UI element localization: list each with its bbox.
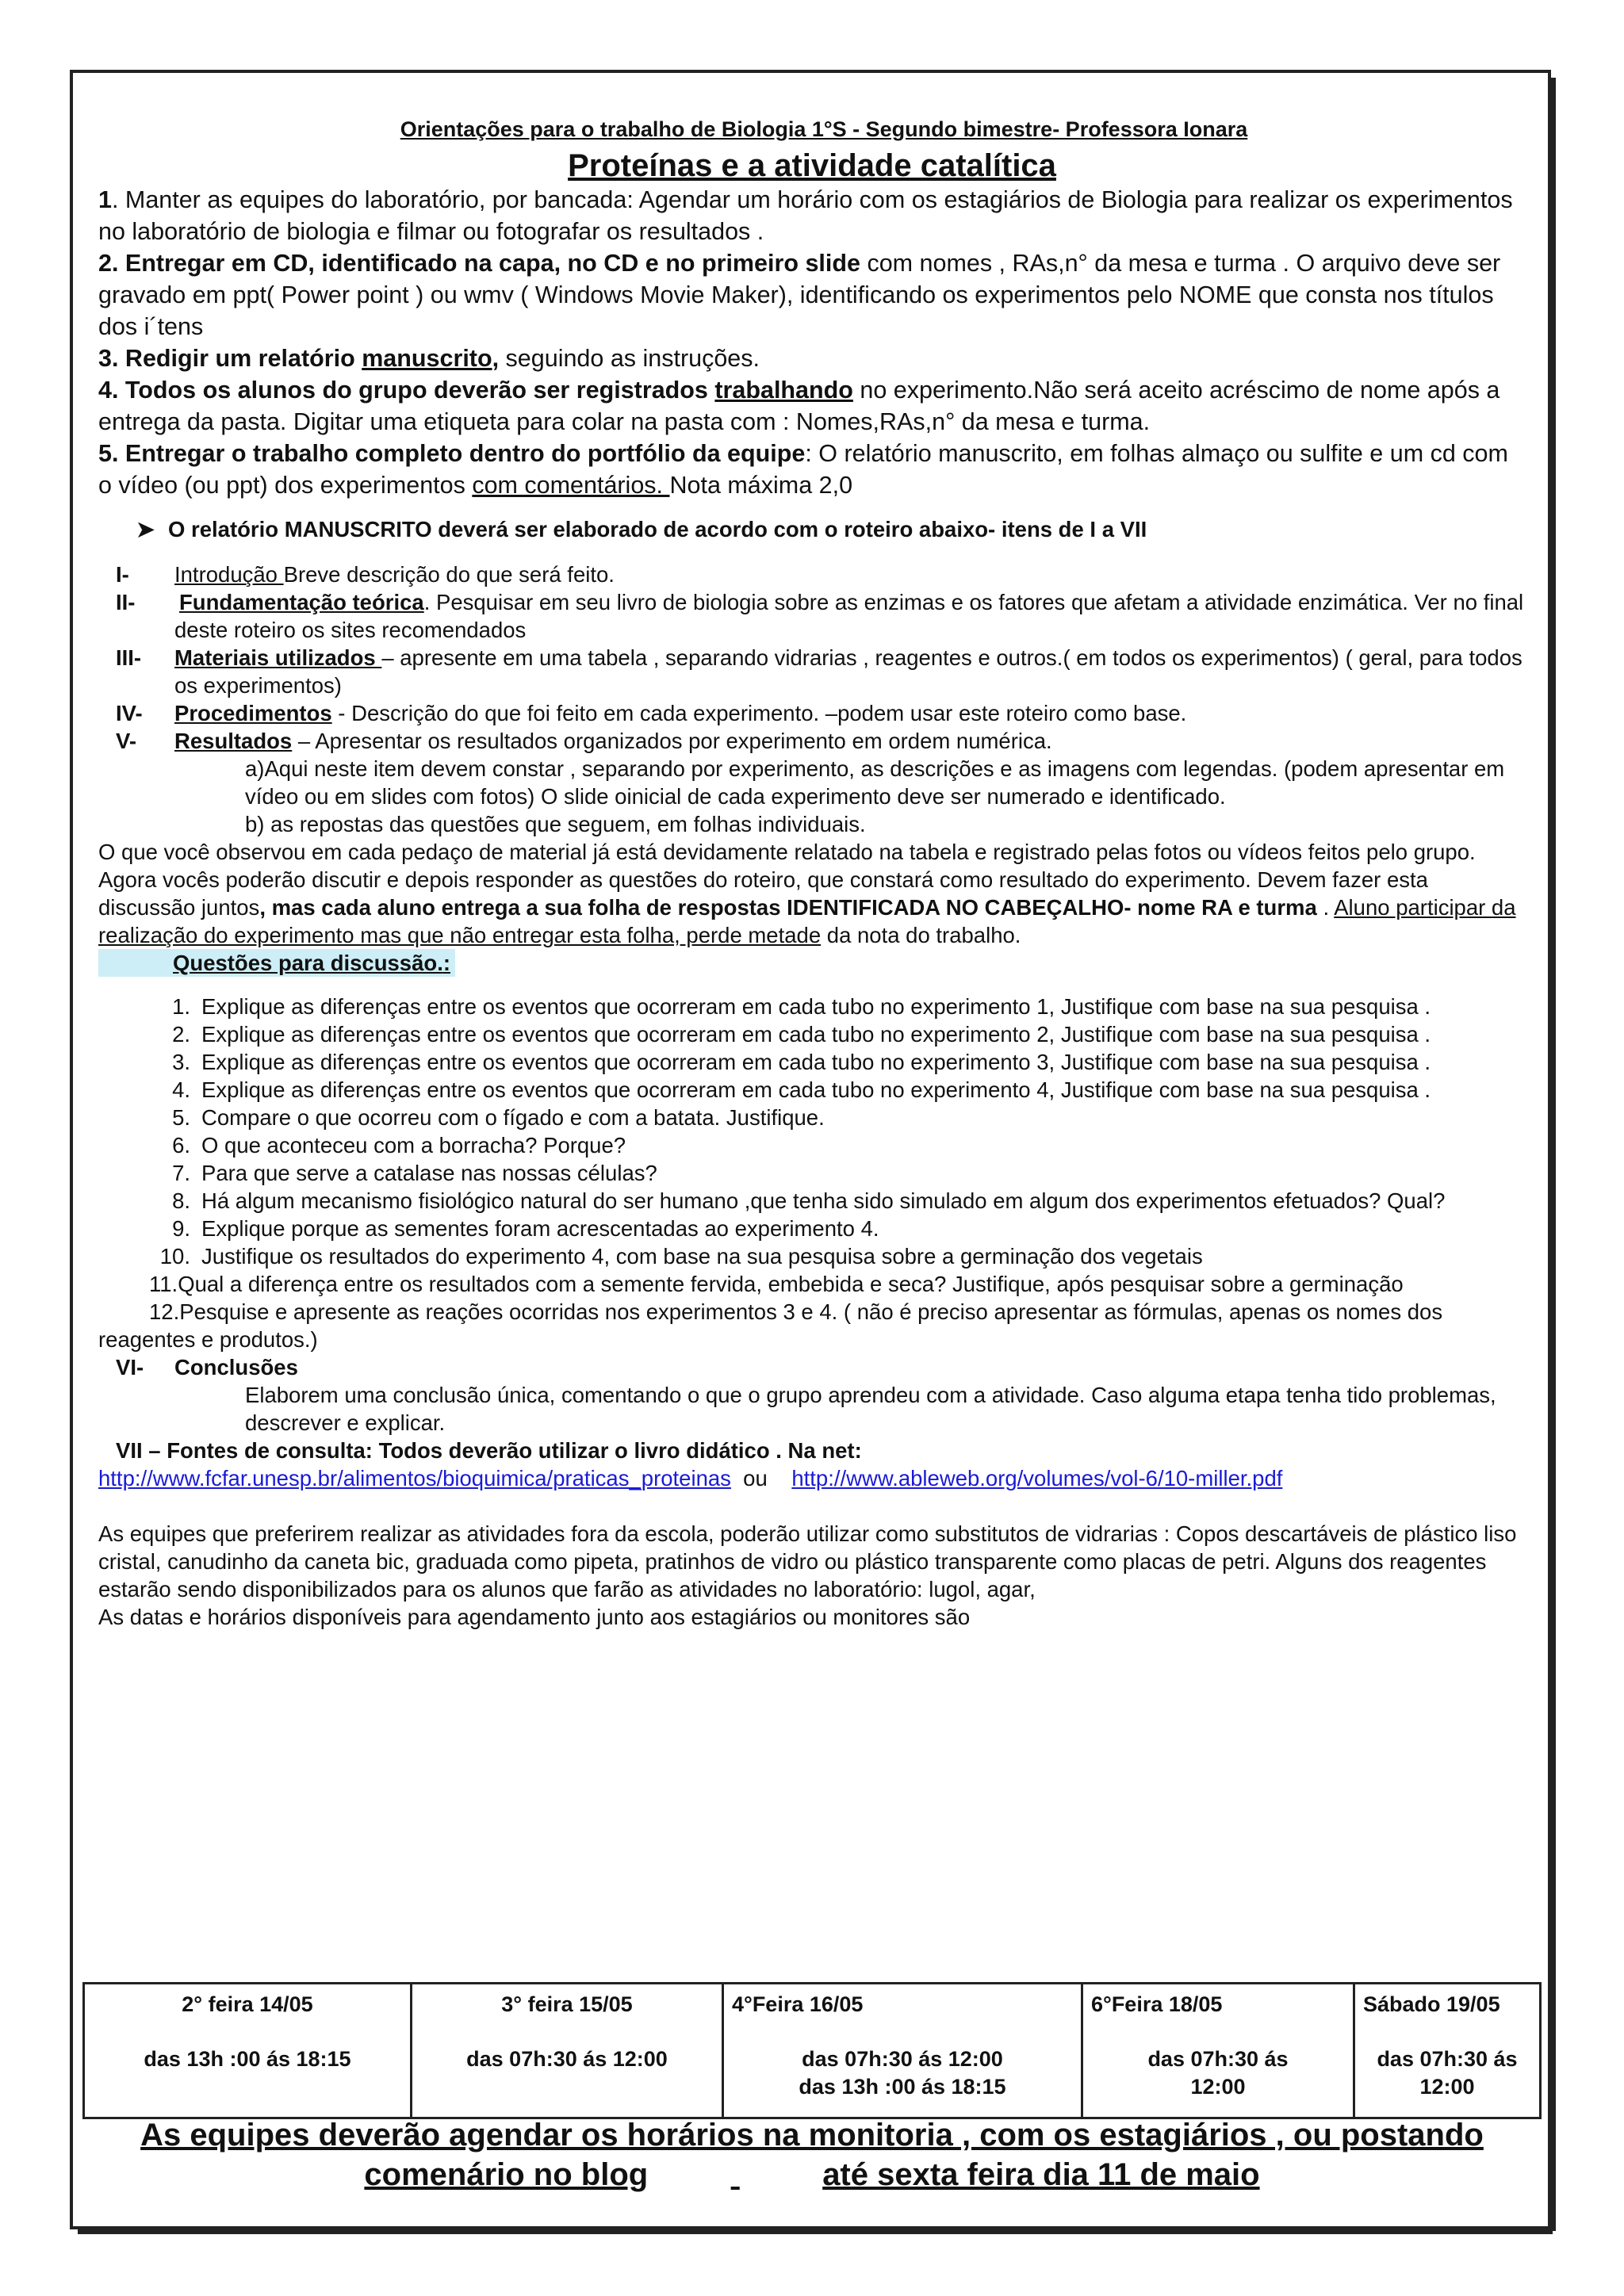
footer-notice: As equipes deverão agendar os horários na monitoria , com os estagiários , ou postando comenário no blog até sexta feira dia 11 de maio xyxy=(140,2118,1484,2192)
questions-heading: Questões para discussão.: xyxy=(98,949,1526,977)
question-item: 1. Explique as diferenças entre os eventos que ocorreram em cada tubo no experimento 1, Justifique com base na sua pesquisa . xyxy=(172,994,1431,1019)
section-materiais: III- Materiais utilizados – apresente em uma tabela , separando vidrarias , reagentes e outros.( em todos os experimentos) ( geral, para todos os experimentos) xyxy=(116,645,1522,698)
instruction-2: 2. Entregar em CD, identificado na capa, no CD e no primeiro slide com nomes , RAs,n° da mesa e turma . O arquivo deve ser gravado em ppt( Power point ) ou wmv ( Windows Movie Maker), identificando os experimentos pelo NOME que consta nos títulos dos i´tens xyxy=(98,250,1501,340)
section-fontes: VII – Fontes de consulta: Todos deverão utilizar o livro didático . Na net: xyxy=(116,1438,862,1463)
schedule-intro: As datas e horários disponíveis para agendamento junto aos estagiários ou monitores são xyxy=(98,1605,971,1629)
question-item: 2. Explique as diferenças entre os eventos que ocorreram em cada tubo no experimento 2, Justifique com base na sua pesquisa . xyxy=(172,1022,1431,1047)
discussion-paragraph: O que você observou em cada pedaço de material já está devidamente relatado na tabela e registrado pelas fotos ou vídeos feitos pelo grupo. Agora vocês poderão discutir e depois responder as questões do roteiro, que constará como resultado do experimento. Devem fazer esta discussão juntos, mas cada aluno entrega a sua folha de respostas IDENTIFICADA NO CABEÇALHO- nome RA e turma . Aluno participar da realização do experimento mas que não entregar esta folha, perde metade da nota do trabalho. xyxy=(98,840,1516,947)
link-fcfar[interactable]: http://www.fcfar.unesp.br/alimentos/bioquimica/praticas_proteinas xyxy=(98,1466,731,1490)
question-item: 6. O que aconteceu com a borracha? Porque? xyxy=(172,1133,626,1158)
links-line: http://www.fcfar.unesp.br/alimentos/bioquimica/praticas_proteinas ou http://www.ableweb.org/volumes/vol-6/10-miller.pdf xyxy=(98,1466,1283,1490)
alternatives-paragraph: As equipes que preferirem realizar as atividades fora da escola, poderão utilizar como substitutos de vidrarias : Copos descartáveis de plástico liso cristal, canudinho da caneta bic, graduada como pipeta, pratinhos de vidro ou plástico transparente como placas de petri. Alguns dos reagentes estarão sendo disponibilizados para os alunos que farão as atividades no laboratório: lugol, agar, xyxy=(98,1521,1517,1601)
document-title: Proteínas e a atividade catalítica xyxy=(568,148,1056,183)
schedule-cell: 4°Feira 16/05 das 07h:30 ás 12:00 das 13h :00 ás 18:15 xyxy=(723,1984,1082,2118)
question-item: 7. Para que serve a catalase nas nossas células? xyxy=(172,1161,657,1185)
document-body xyxy=(98,117,1526,1631)
arrow-bullet-icon: ➤ xyxy=(136,517,155,541)
conclusoes-text: Elaborem uma conclusão única, comentando o que o grupo aprendeu com a atividade. Caso alguma etapa tenha tido problemas, descrever e explicar. xyxy=(245,1383,1496,1435)
question-item-12: 12.Pesquise e apresente as reações ocorridas nos experimentos 3 e 4. ( não é preciso apresentar as fórmulas, apenas os nomes dos reagentes e produtos.) xyxy=(98,1299,1443,1352)
schedule-cell: 3° feira 15/05 das 07h:30 ás 12:00 xyxy=(412,1984,723,2118)
section-procedimentos: IV- Procedimentos - Descrição do que foi feito em cada experimento. –podem usar este roteiro como base. xyxy=(116,701,1187,725)
link-ableweb[interactable]: http://www.ableweb.org/volumes/vol-6/10-miller.pdf xyxy=(791,1466,1283,1490)
resultados-a: a)Aqui neste item devem constar , separando por experimento, as descrições e as imagens com legendas. (podem apresentar em vídeo ou em slides com fotos) O slide oinicial de cada experimento deve ser numerado e identificado. xyxy=(245,756,1505,809)
resultados-b: b) as repostas das questões que seguem, em folhas individuais. xyxy=(245,812,866,836)
question-item: 4. Explique as diferenças entre os eventos que ocorreram em cada tubo no experimento 4, Justifique com base na sua pesquisa . xyxy=(172,1077,1431,1102)
schedule-cell: Sábado 19/05 das 07h:30 ás 12:00 xyxy=(1354,1984,1541,2118)
question-item: 5. Compare o que ocorreu com o fígado e com a batata. Justifique. xyxy=(172,1105,825,1130)
instruction-3: 3. Redigir um relatório manuscrito, seguindo as instruções. xyxy=(98,345,760,372)
question-item: 9. Explique porque as sementes foram acrescentadas ao experimento 4. xyxy=(172,1216,879,1241)
questions-list xyxy=(98,993,1526,1353)
section-introducao: I- Introdução Breve descrição do que será feito. xyxy=(116,562,615,587)
instruction-4: 4. Todos os alunos do grupo deverão ser registrados trabalhando no experimento.Não será aceito acréscimo de nome após a entrega da pasta. Digitar uma etiqueta para colar na pasta com : Nomes,RAs,n° da mesa e turma. xyxy=(98,377,1500,435)
schedule-cell: 6°Feira 18/05 das 07h:30 ás 12:00 xyxy=(1082,1984,1354,2118)
schedule-table xyxy=(82,1982,1542,2119)
schedule-cell: 2° feira 14/05 das 13h :00 ás 18:15 xyxy=(84,1984,412,2118)
section-resultados: V- Resultados – Apresentar os resultados organizados por experimento em ordem numérica. xyxy=(116,729,1052,753)
document-header: Orientações para o trabalho de Biologia 1°S - Segundo bimestre- Professora Ionara xyxy=(400,117,1248,141)
manuscrito-bullet: ➤ O relatório MANUSCRITO deverá ser elaborado de acordo com o roteiro abaixo- itens de I a VII xyxy=(136,517,1147,541)
question-item-11: 11.Qual a diferença entre os resultados com a semente fervida, embebida e seca? Justifique, após pesquisar sobre a germinação xyxy=(149,1272,1404,1296)
instruction-5: 5. Entregar o trabalho completo dentro do portfólio da equipe: O relatório manuscrito, em folhas almaço ou sulfite e um cd com o vídeo (ou ppt) dos experimentos com comentários. Nota máxima 2,0 xyxy=(98,440,1508,499)
section-conclusoes: VI- Conclusões xyxy=(116,1355,298,1380)
question-item: 3. Explique as diferenças entre os eventos que ocorreram em cada tubo no experimento 3, Justifique com base na sua pesquisa . xyxy=(172,1050,1431,1074)
sections-list xyxy=(98,561,1526,838)
instruction-1: 1. Manter as equipes do laboratório, por bancada: Agendar um horário com os estagiários de Biologia para realizar os experimentos no laboratório de biologia e filmar ou fotografar os resultados . xyxy=(98,186,1513,245)
question-item: 10. Justifique os resultados do experimento 4, com base na sua pesquisa sobre a germinação dos vegetais xyxy=(159,1244,1203,1269)
section-fundamentacao: II- Fundamentação teórica. Pesquisar em seu livro de biologia sobre as enzimas e os fatores que afetam a atividade enzimática. Ver no final deste roteiro os sites recomendados xyxy=(116,590,1524,642)
question-item: 8. Há algum mecanismo fisiológico natural do ser humano ,que tenha sido simulado em algum dos experimentos efetuados? Qual? xyxy=(172,1188,1446,1213)
